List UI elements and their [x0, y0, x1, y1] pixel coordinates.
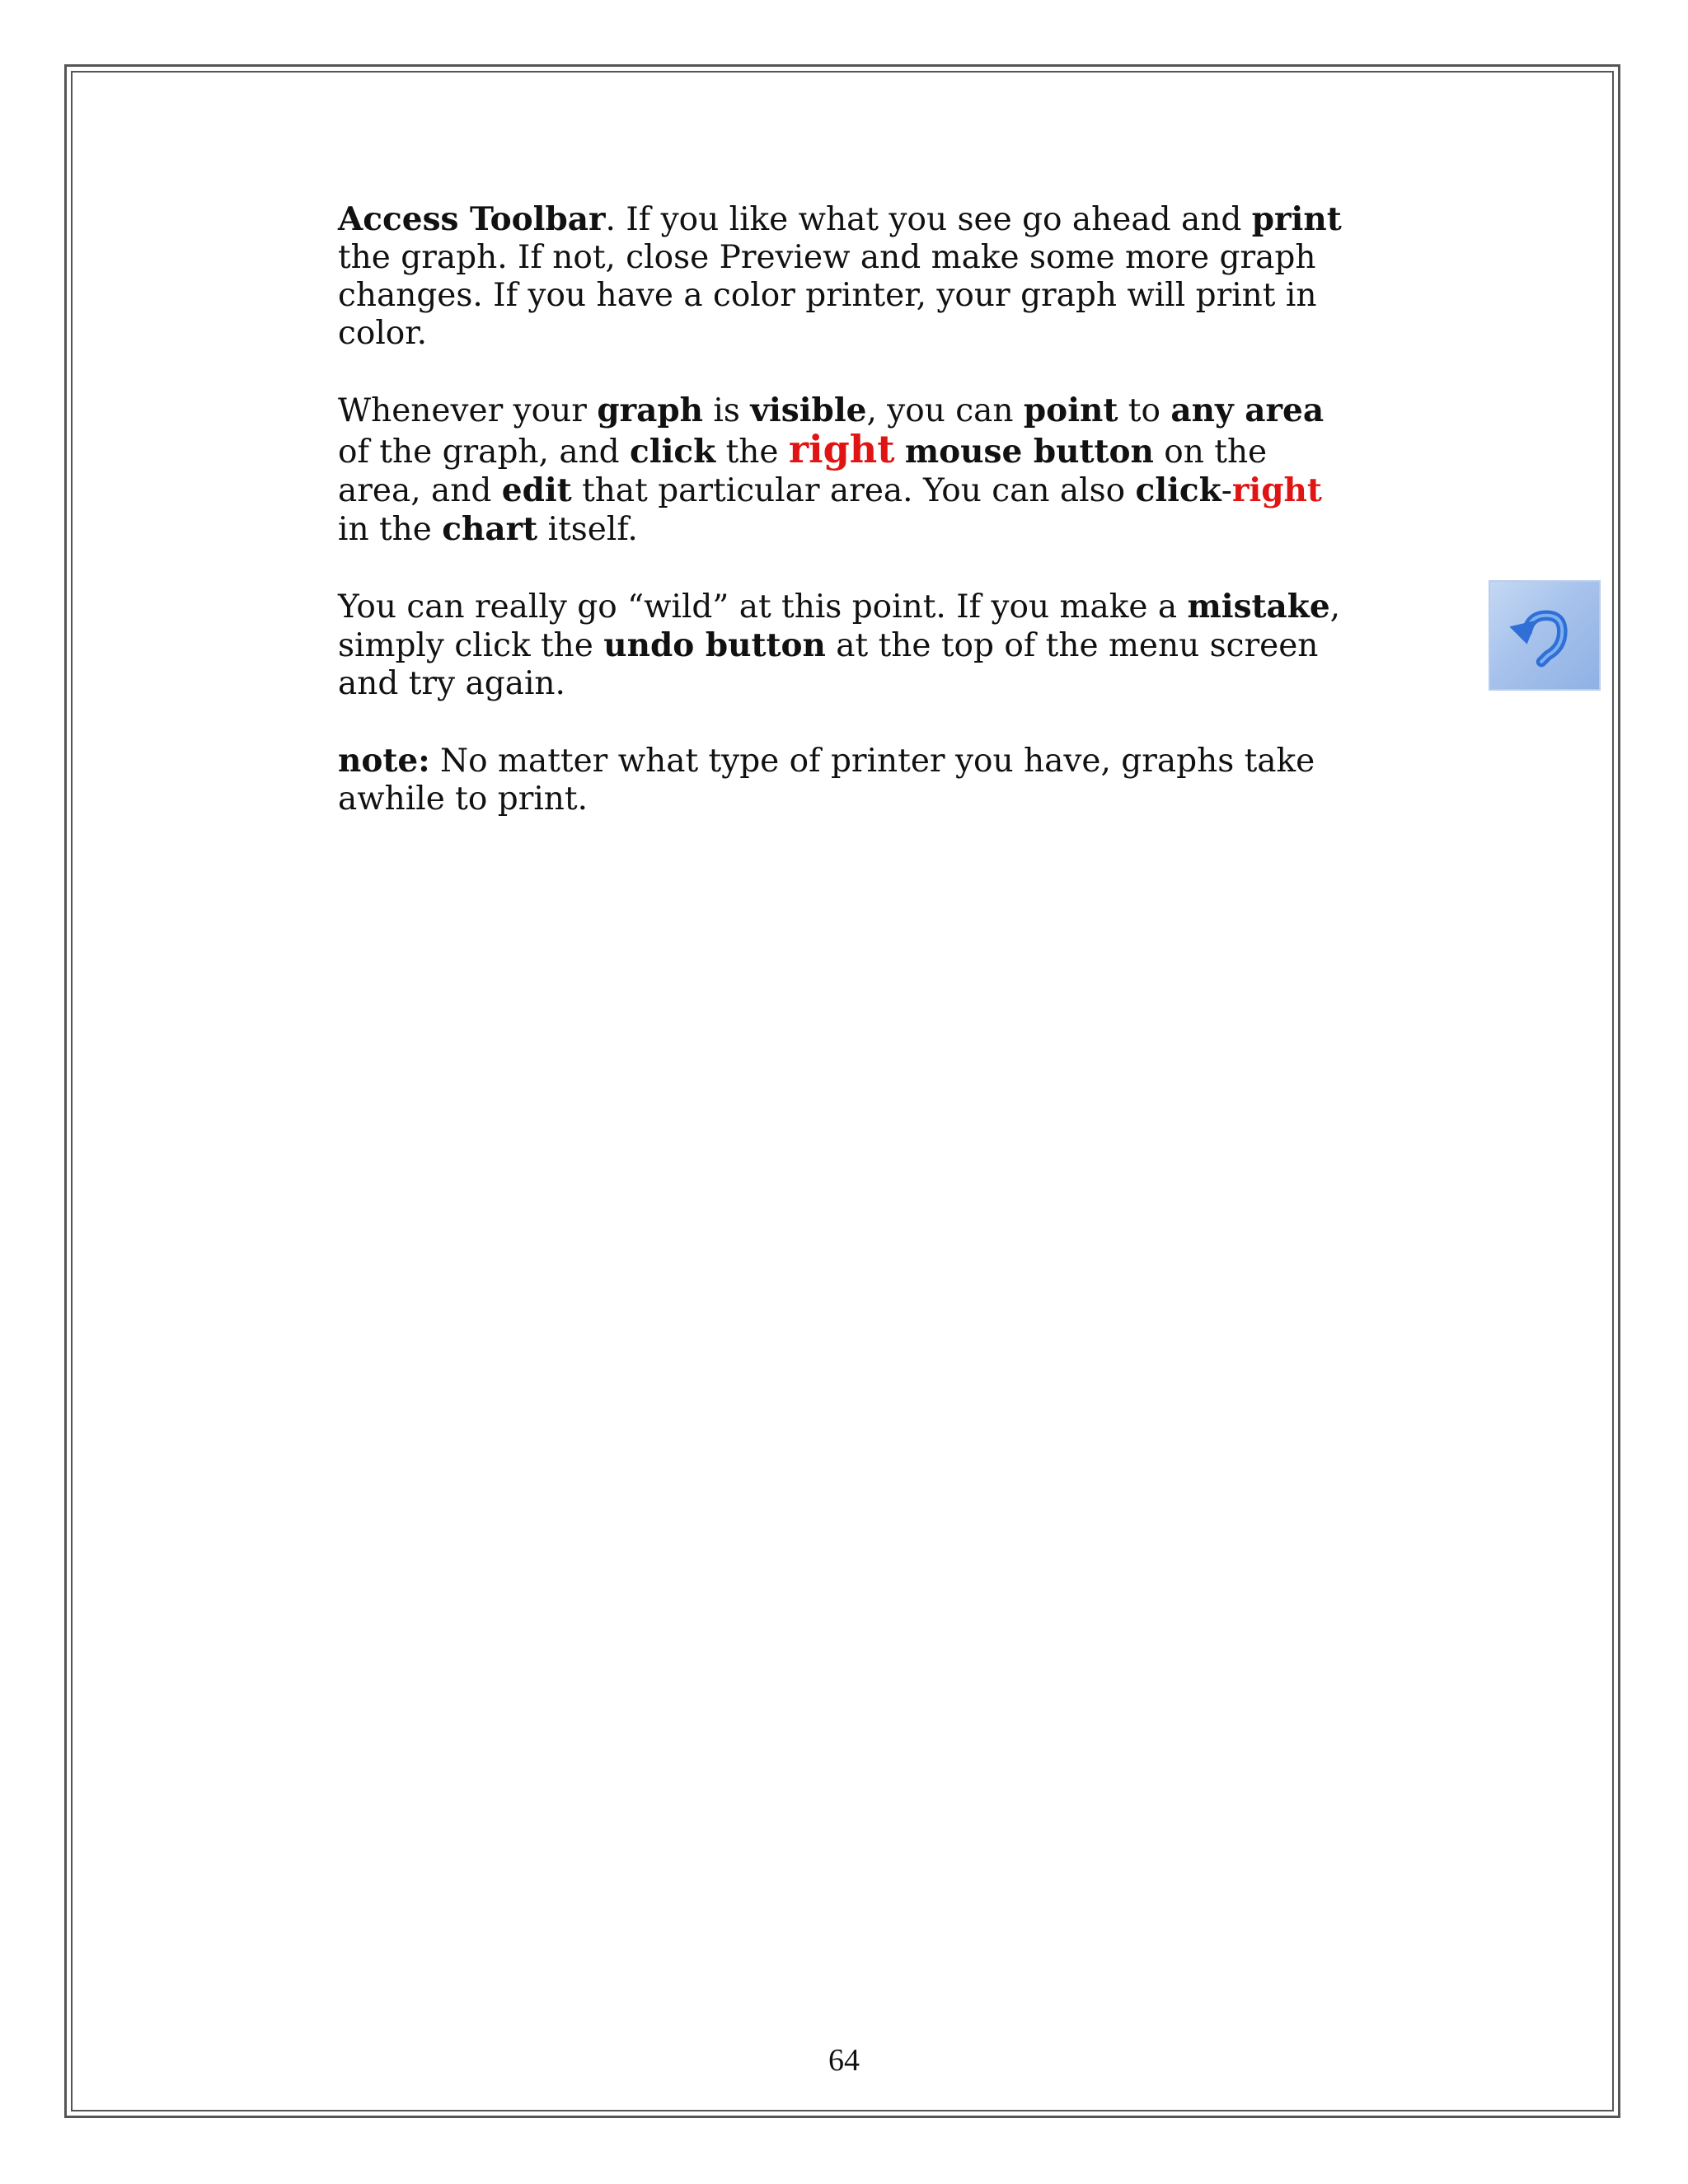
text-run: at the top of the menu screen and try again.: [338, 627, 1319, 702]
text-run: of the graph, and: [338, 434, 631, 471]
text-run: . If you like what you see go ahead and: [605, 201, 1252, 238]
text-run: is: [703, 392, 751, 429]
text-run: that particular area. You can also: [571, 472, 1136, 509]
bold-text: point: [1023, 391, 1118, 429]
text-run: the: [715, 434, 789, 471]
text-run: -: [1221, 472, 1232, 509]
document-body: [338, 200, 1360, 857]
bold-text: click: [630, 433, 716, 471]
text-run: the graph. If not, close Preview and make some more graph changes. If you have a color printer, your graph will print in color.: [338, 239, 1317, 352]
note-label: note:: [338, 742, 430, 780]
bold-text: mistake: [1187, 588, 1330, 626]
bold-text: graph: [597, 391, 704, 429]
bold-text: print: [1251, 200, 1342, 238]
bold-text: mouse button: [904, 433, 1154, 471]
red-emphasis-text: right: [788, 427, 895, 471]
undo-button-image: [1489, 580, 1601, 691]
bold-text: any area: [1170, 391, 1325, 429]
bold-text: chart: [442, 510, 538, 548]
text-run: , you can: [866, 392, 1024, 429]
paragraph-access-toolbar: [338, 200, 1360, 353]
bold-text: edit: [501, 471, 572, 509]
text-run: You can really go “wild” at this point. If you make a: [338, 588, 1188, 626]
paragraph-undo-mistake: [338, 588, 1360, 703]
bold-text: undo button: [603, 626, 826, 664]
bold-text: click: [1135, 471, 1221, 509]
red-emphasis-text: right: [1231, 471, 1322, 509]
text-run: Whenever your: [338, 392, 598, 429]
text-run: on the area, and: [338, 434, 1268, 509]
page-number: 64: [828, 2043, 860, 2078]
text-run: itself.: [537, 511, 638, 548]
text-run: , simply click the: [338, 588, 1341, 664]
bold-text: visible: [750, 391, 867, 429]
text-run: No matter what type of printer you have, graphs take awhile to print.: [338, 743, 1315, 818]
bold-text: Access Toolbar: [338, 200, 606, 238]
paragraph-graph-visible: [338, 391, 1360, 549]
text-run: in the: [338, 511, 443, 548]
undo-arrow-icon: [1490, 582, 1599, 689]
text-run: to: [1118, 392, 1171, 429]
paragraph-note: [338, 742, 1360, 818]
text-run: [894, 434, 904, 471]
